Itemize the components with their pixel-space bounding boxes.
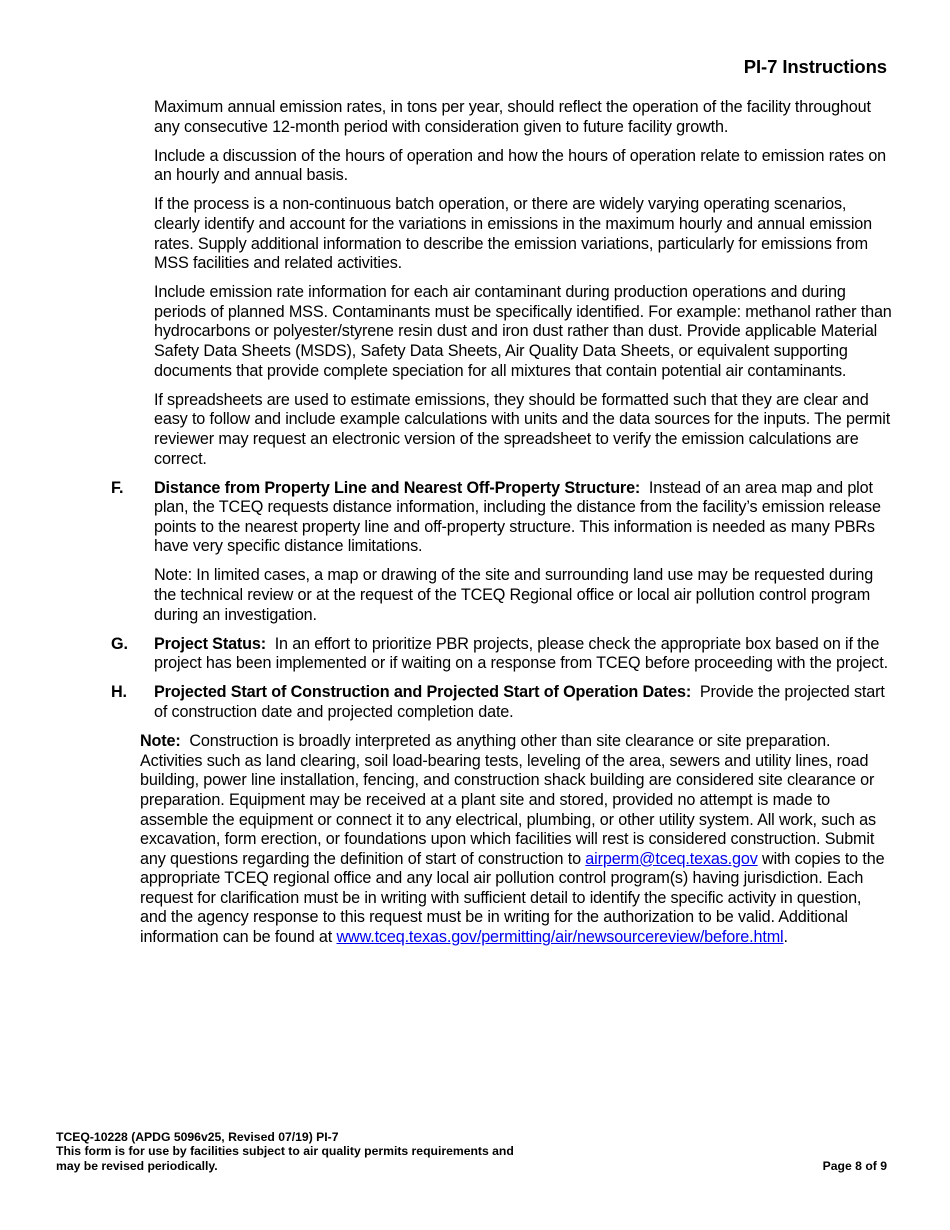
page-title: PI-7 Instructions xyxy=(743,56,887,77)
page-number: Page 8 of 9 xyxy=(822,1159,887,1173)
section-f xyxy=(0,479,894,557)
section-body: Instead of an area map and plot plan, the TCEQ requests distance information, including the distance from the facility’s emission release points to the nearest property line and off-property structure. This information is needed as many PBRs have very specific distance limitations. xyxy=(154,478,881,556)
section-letter: G. xyxy=(111,634,128,653)
note-text: Construction is broadly interpreted as anything other than site clearance or site preparation. Activities such as land clearing, soil load-bearing tests, leveling of the area, sewers and utility lines, road building, power line installation, fencing, and construction shack building are considered site clearance or preparation. Equipment may be received at a plant site and stored, provided no attempt is made to assemble the equipment or connect it to any electrical, plumbing, or other utility system. All work, such as excavation, form erection, or foundations upon which facilities will rest is considered construction. Submit any questions regarding the definition of start of construction to xyxy=(140,732,876,868)
section-body: In an effort to prioritize PBR projects, please check the appropriate box based on if the project has been implemented or if waiting on a response from TCEQ before proceeding with the project. xyxy=(154,634,888,673)
document-body xyxy=(0,98,950,957)
section-heading: Distance from Property Line and Nearest Off-Property Structure: xyxy=(154,478,641,497)
note-text: . xyxy=(783,928,788,947)
web-link[interactable]: www.tceq.texas.gov/permitting/air/newsourcereview/before.html xyxy=(336,928,784,947)
footer-notice-line: may be revised periodically. xyxy=(56,1158,218,1173)
note-text: with copies to the appropriate TCEQ regional office and any local air pollution control program(s) having jurisdiction. Each request for clarification must be in writing with sufficient detail to identify the specific activity in question, and the agency response to this request must be in writing for the authorization to be valid. Additional information can be found at xyxy=(140,849,885,947)
section-heading: Projected Start of Construction and Projected Start of Operation Dates: xyxy=(154,683,692,702)
paragraph-spreadsheets: If spreadsheets are used to estimate emissions, they should be formatted such that they are clear and easy to follow and include example calculations with units and the data sources for the inputs. The permit reviewer may request an electronic version of the spreadsheet to verify the emission calculations are correct. xyxy=(154,390,891,468)
section-f-note: Note: In limited cases, a map or drawing of the site and surrounding land use may be requested during the technical review or at the request of the TCEQ Regional office or local air pollution control program during an investigation. xyxy=(154,566,874,624)
construction-note xyxy=(0,732,892,948)
email-link[interactable]: airperm@tceq.texas.gov xyxy=(585,849,758,868)
section-letter: H. xyxy=(111,683,127,702)
paragraph-batch-operation: If the process is a non-continuous batch operation, or there are widely varying operating scenarios, clearly identify and account for the variations in emissions in the maximum hourly and annual emission rates. Supply additional information to describe the emission variations, particularly for emissions from MSS facilities and related activities. xyxy=(154,195,872,273)
footer-form-info xyxy=(56,1130,514,1173)
section-letter: F. xyxy=(111,478,124,497)
section-h xyxy=(0,683,894,722)
section-heading: Project Status: xyxy=(154,634,266,653)
note-label: Note: xyxy=(140,732,181,751)
paragraph-annual-rates: Maximum annual emission rates, in tons per year, should reflect the operation of the facility throughout any consecutive 12-month period with consideration given to future facility growth. xyxy=(154,98,871,136)
paragraph-contaminant-info: Include emission rate information for each air contaminant during production operations and during periods of planned MSS. Contaminants must be specifically identified. For example: methanol rather than hydrocarbons or polyester/styrene resin dust and iron dust rather than dust. Provide applicable Material Safety Data Sheets (MSDS), Safety Data Sheets, Air Quality Data Sheets, or equivalent supporting documents that provide complete speciation for all mixtures that contain potential air contaminants. xyxy=(154,283,892,380)
footer-notice-line: This form is for use by facilities subject to air quality permits requirements and xyxy=(56,1144,514,1159)
section-body: Provide the projected start of construction date and projected completion date. xyxy=(154,683,885,722)
section-g xyxy=(0,635,894,674)
form-id: TCEQ-10228 (APDG 5096v25, Revised 07/19) PI-7 xyxy=(56,1130,339,1144)
paragraph-hours-of-operation: Include a discussion of the hours of operation and how the hours of operation relate to emission rates on an hourly and annual basis. xyxy=(154,146,887,185)
